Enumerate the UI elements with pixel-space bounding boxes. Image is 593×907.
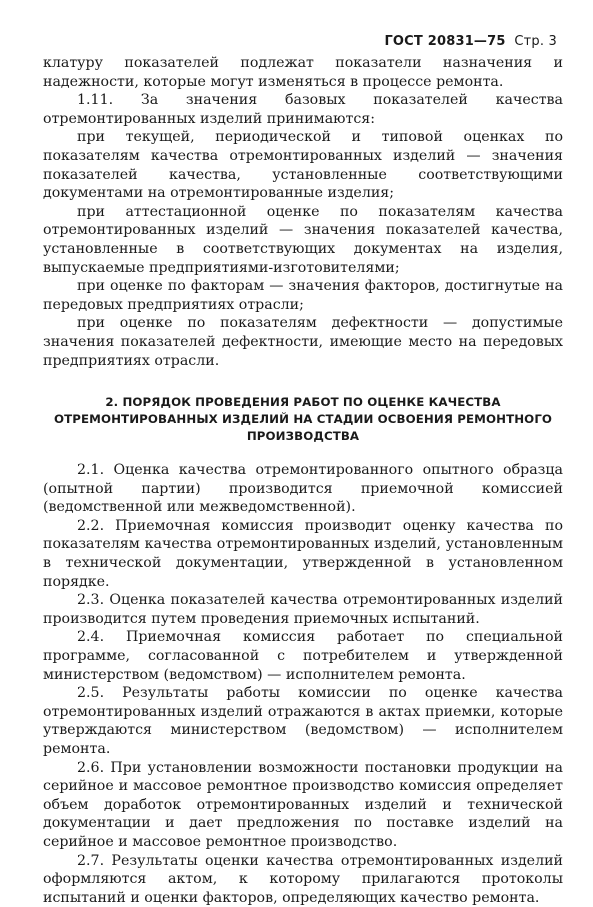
paragraph: при оценке по показателям дефектности — допустимые значения показателей дефектности, имеющие место на передовых предприятиях отрасли. [43, 315, 563, 369]
standard-id: ГОСТ 20831—75 [384, 34, 506, 49]
page-number: Стр. 3 [514, 34, 557, 49]
paragraph: при аттестационной оценке по показателям качества отремонтированных изделий — значения показателей качества, установленные в соответствующих документах на изделия, выпускаемые предприятиями-изготовителями; [43, 203, 563, 276]
clause-2-1: 2.1. Оценка качества отремонтированного опытного образца (опытной партии) производится приемочной комиссией (ведомственной или межведомственной). [43, 462, 563, 516]
paragraph: при текущей, периодической и типовой оценках по показателям качества отремонтированных изделий — значения показателей качества, установленные соответствующими документами на отремонтированные изделия; [43, 129, 563, 202]
clause-2-3: 2.3. Оценка показателей качества отремонтированных изделий производится путем проведения приемочных испытаний. [43, 592, 563, 627]
page-header [384, 34, 557, 49]
clause-2-5: 2.5. Результаты работы комиссии по оценке качества отремонтированных изделий отражаются в актах приемки, которые утверждаются министерством (ведомством) — исполнителем ремонта. [43, 685, 563, 757]
clause-1-11: 1.11. За значения базовых показателей качества отремонтированных изделий принимаются: [43, 92, 563, 127]
body-text [43, 54, 563, 907]
clause-2-6: 2.6. При установлении возможности постановки продукции на серийное и массовое ремонтное производство комиссия определяет объем доработок отремонтированных изделий и технической документации и дает предложения по поставке изделий на серийное и массовое ремонтное производство. [43, 759, 563, 850]
section-heading: 2. ПОРЯДОК ПРОВЕДЕНИЯ РАБОТ ПО ОЦЕНКЕ КАЧЕСТВА ОТРЕМОНТИРОВАННЫХ ИЗДЕЛИЙ НА СТАДИИ ОСВОЕНИЯ РЕМОНТНОГО ПРОИЗВОДСТВА [53, 395, 553, 444]
clause-2-4: 2.4. Приемочная комиссия работает по специальной программе, согласованной с потребителем и утвержденной министерством (ведомством) — исполнителем ремонта. [43, 629, 563, 683]
clause-2-2: 2.2. Приемочная комиссия производит оценку качества по показателям качества отремонтированных изделий, установленным в технической документации, утвержденной в установленном порядке. [43, 517, 563, 590]
paragraph: при оценке по факторам — значения факторов, достигнутые на передовых предприятиях отрасли; [43, 278, 563, 313]
clause-2-7: 2.7. Результаты оценки качества отремонтированных изделий оформляются актом, к которому прилагаются протоколы испытаний и оценки факторов, определяющих качество ремонта. [43, 852, 563, 906]
paragraph: клатуру показателей подлежат показатели назначения и надежности, которые могут изменяться в процессе ремонта. [43, 55, 563, 90]
